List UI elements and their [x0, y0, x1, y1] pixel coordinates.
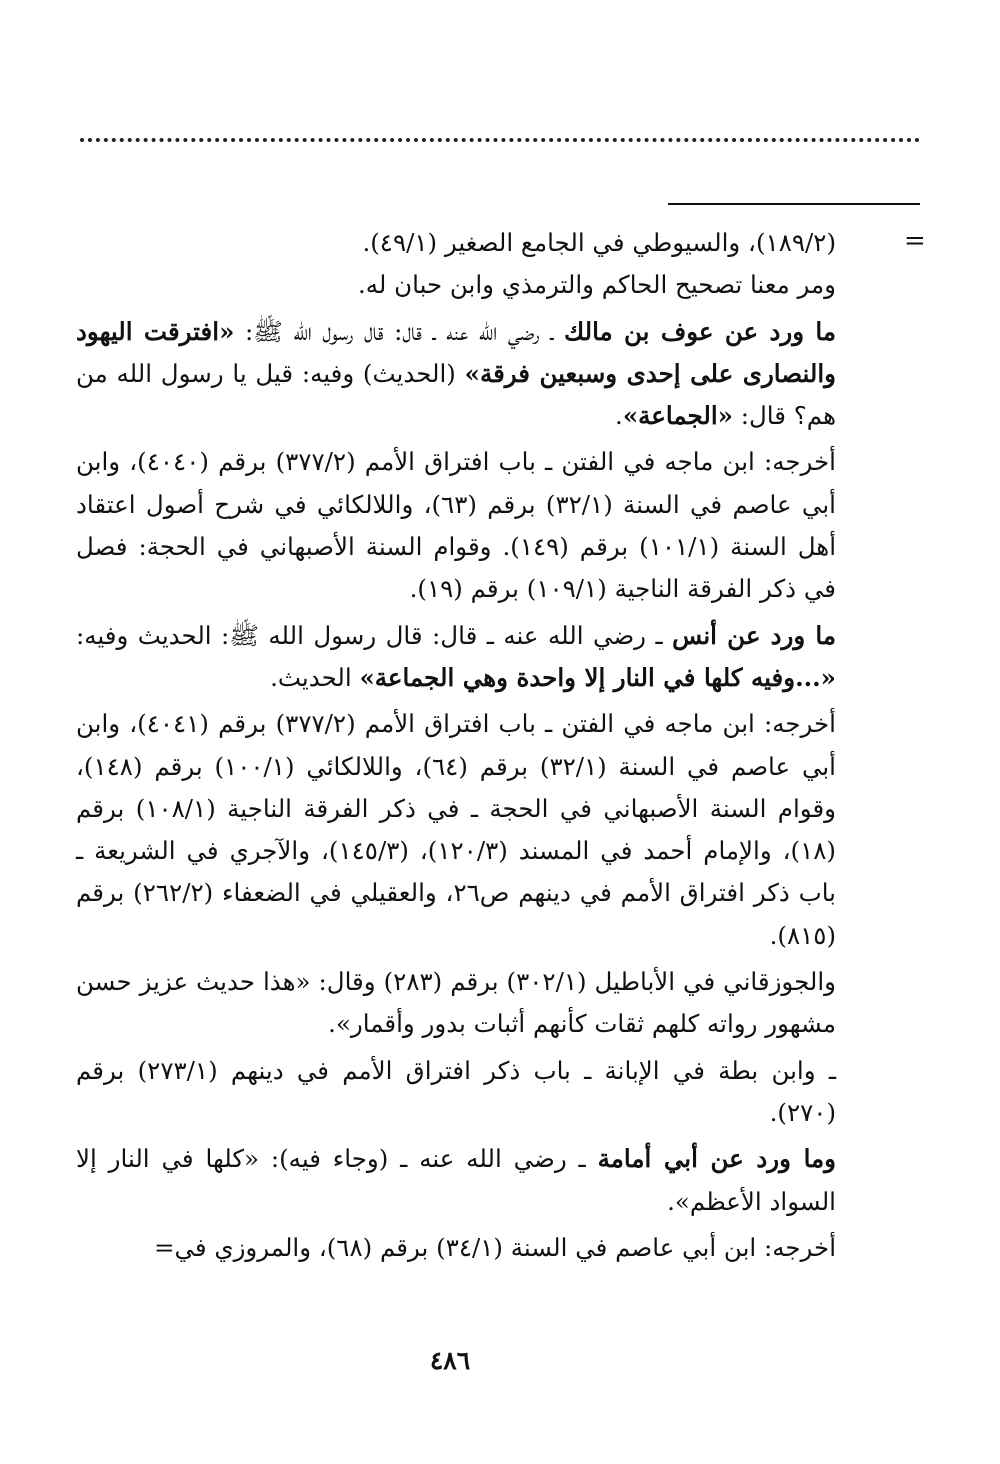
footnote-paragraph-takhrij-2: أخرجه: ابن ماجه في الفتن ـ باب افتراق الأمم (٣٧٧/٢) برقم (٤٠٤١)، وابن أبي عاصم في السنة (٣٢/١) برقم (٦٤)، واللالكائي (١٠٠/١) برقم (١٤٨)، وقوام السنة الأصبهاني في الحجة ـ في ذكر الفرقة الناجية (١٠٨/١) برقم (١٨)، والإمام أحمد في المسند (١٢٠/٣)، (١٤٥/٣)، والآجري في الشريعة ـ باب ذكر افتراق الأمم في دينهم ص٢٦، والعقيلي في الضعفاء (٢٦٢/٢) برقم (٨١٥).	[76, 709, 836, 950]
footnote-paragraph-jawzaqani: والجوزقاني في الأباطيل (٣٠٢/١) برقم (٢٨٣) وقال: «هذا حديث عزيز حسن مشهور رواته كلهم ثقات كأنهم أثبات بدور وأقمار».	[76, 967, 836, 1039]
hadith-awf-paragraph	[76, 311, 836, 438]
hadith-awf-quote-2: «الجماعة»	[622, 401, 733, 431]
continuation-mark: =	[904, 226, 926, 256]
hadith-umama-lead: وما ورد عن أبي أمامة	[597, 1144, 836, 1174]
hadith-anas-tail: الحديث.	[270, 662, 360, 692]
page-number: ٤٨٦	[429, 1346, 471, 1375]
hadith-awf-end: .	[615, 401, 623, 431]
footnote-paragraph-1: (١٨٩/٢)، والسيوطي في الجامع الصغير (٤٩/١).	[362, 228, 836, 257]
hadith-anas-paragraph	[76, 615, 836, 700]
hadith-umama-end: .	[667, 1186, 675, 1216]
hadith-awf-quote: «افترقت اليهود والنصارى على إحدى وسبعين فرقة»	[76, 316, 836, 388]
hadith-umama-mid: ـ رضي الله عنه ـ (وجاء فيه):	[259, 1144, 598, 1174]
hadith-awf-tail: (الحديث) وفيه: قيل يا رسول الله من هم؟ قال:	[76, 358, 836, 431]
hadith-anas-lead: ما ورد عن أنس	[672, 620, 836, 650]
hadith-awf-mid: ـ رضي الله عنه ـ قال: قال رسول الله ﷺ:	[234, 316, 564, 346]
hadith-umama-quote: «كلها في النار إلا السواد الأعظم»	[76, 1144, 836, 1216]
hadith-awf-lead: ما ورد عن عوف بن مالك	[563, 316, 837, 346]
footnote-paragraph-ibn-batta: ـ وابن بطة في الإبانة ـ باب ذكر افتراق الأمم في دينهم (٢٧٣/١) برقم (٢٧٠).	[76, 1055, 836, 1127]
footnote-separator-rule	[668, 203, 920, 205]
hadith-anas-quote: «...وفيه كلها في النار إلا واحدة وهي الجماعة»	[359, 662, 836, 692]
footnote-paragraph-2: ومر معنا تصحيح الحاكم والترمذي وابن حبان له.	[357, 270, 836, 300]
footnote-paragraph-takhrij-1: أخرجه: ابن ماجه في الفتن ـ باب افتراق الأمم (٣٧٧/٢) برقم (٤٠٤٠)، وابن أبي عاصم في السنة (٣٢/١) برقم (٦٣)، واللالكائي في شرح أصول اعتقاد أهل السنة (١٠١/١) برقم (١٤٩). وقوام السنة الأصبهاني في الحجة: فصل في ذكر الفرقة الناجية (١٠٩/١) برقم (١٩).	[76, 447, 836, 604]
hadith-umama-paragraph	[76, 1138, 836, 1223]
header-dotted-rule	[80, 138, 920, 142]
hadith-anas-mid: ـ رضي الله عنه ـ قال: قال رسول الله ﷺ: الحديث وفيه:	[76, 620, 673, 650]
footnote-paragraph-takhrij-3: أخرجه: ابن أبي عاصم في السنة (٣٤/١) برقم (٦٨)، والمروزي في=	[153, 1232, 836, 1262]
footnote-body	[76, 222, 836, 1269]
